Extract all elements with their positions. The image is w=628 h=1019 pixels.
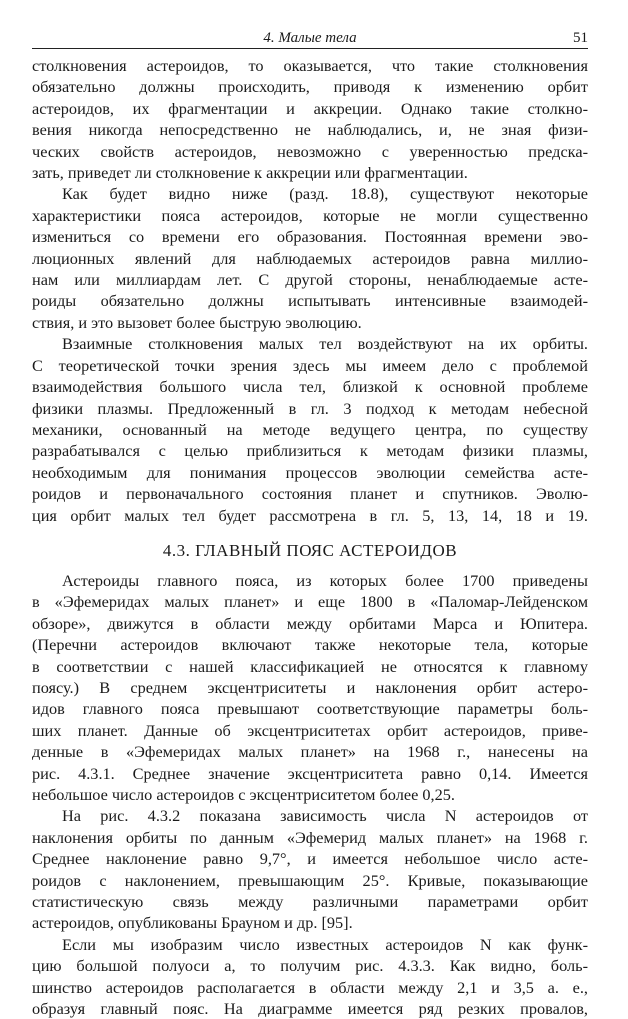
text-line: роидов с наклонением, превышающим 25°. Кривые, показывающие: [32, 870, 588, 890]
text-line: нам или миллиардам лет. С другой стороны, ненаблюдаемые асте-: [32, 270, 588, 290]
text-line: шинство астероидов располагается в области между 2,1 и 3,5 а. е.,: [32, 977, 588, 997]
paragraph-1: [32, 55, 588, 183]
running-header: [32, 28, 588, 49]
text-line: измениться со времени его образования. Постоянная времени эво-: [32, 227, 588, 247]
body-text: [32, 55, 588, 1019]
text-line: астероидов, опубликованы Брауном и др. [95].: [32, 913, 353, 933]
text-line: Среднее наклонение равно 9,7°, и имеется небольшое число асте-: [32, 849, 588, 869]
text-line: характеристики пояса астероидов, которые не могли существенно: [32, 205, 588, 225]
text-line: механики, основанный на методе ведущего центра, по существу: [32, 419, 588, 439]
text-line: рис. 4.3.1. Среднее значение эксцентриситета равно 0,14. Имеется: [32, 763, 588, 783]
text-line: денные в «Эфемеридах малых планет» на 1968 г., нанесены на: [32, 742, 588, 762]
text-line: люционных явлений для наблюдаемых астероидов равна миллио-: [32, 248, 588, 268]
text-line: (Перечни астероидов включают также некоторые тела, которые: [32, 635, 588, 655]
text-line: цию большой полуоси a, то получим рис. 4.3.3. Как видно, боль-: [32, 956, 588, 976]
text-line: в соответствии с нашей классификацией не относятся к главному: [32, 656, 588, 676]
text-line: вения никогда непосредственно не наблюдались, и, не зная физи-: [32, 120, 588, 140]
text-line: ствия, и это вызовет более быструю эволюцию.: [32, 312, 362, 332]
text-line: ческих свойств астероидов, невозможно с уверенностью предска-: [32, 141, 588, 161]
page: [32, 28, 588, 1019]
paragraph-4: [32, 570, 588, 805]
text-line: Астероиды главного пояса, из которых более 1700 приведены: [62, 570, 588, 590]
text-line: статистическую связь между различными параметрами орбит: [32, 892, 588, 912]
text-line: небольшое число астероидов с эксцентриситетом более 0,25.: [32, 785, 455, 804]
text-line: разрабатывался с целью приблизиться к методам физики плазмы,: [32, 441, 588, 461]
text-line: Если мы изобразим число известных астероидов N как функ-: [62, 934, 588, 954]
text-line: обязательно должны происходить, приводя к изменению орбит: [32, 77, 588, 97]
text-line: столкновения астероидов, то оказывается, что такие столкновения: [32, 56, 588, 75]
section-heading: 4.3. ГЛАВНЫЙ ПОЯС АСТЕРОИДОВ: [162, 540, 458, 560]
text-line: Как будет видно ниже (разд. 18.8), существуют некоторые: [62, 184, 588, 204]
text-line: физики плазмы. Предложенный в гл. 3 подход к методам небесной: [32, 398, 588, 418]
text-line: На рис. 4.3.2 показана зависимость числа N астероидов от: [62, 806, 588, 826]
paragraph-6: [32, 934, 588, 1019]
text-line: Взаимные столкновения малых тел воздействуют на их орбиты.: [62, 334, 588, 354]
text-line: роиды обязательно должны испытывать интенсивные взаимодей-: [32, 291, 588, 311]
text-line: обзоре», движутся в области между орбитами Марса и Юпитера.: [32, 613, 588, 633]
text-line: наклонения орбиты по данным «Эфемерид малых планет» на 1968 г.: [32, 827, 588, 847]
running-title: 4. Малые тела: [263, 30, 357, 46]
text-line: зать, приведет ли столкновение к аккреции или фрагментации.: [32, 163, 468, 183]
text-line: в «Эфемеридах малых планет» и еще 1800 в «Паломар-Лейденском: [32, 592, 588, 612]
text-line: поясу.) В среднем эксцентриситеты и наклонения орбит астеро-: [32, 677, 588, 697]
text-line: ция орбит малых тел будет рассмотрена в гл. 5, 13, 14, 18 и 19.: [32, 505, 588, 525]
text-line: астероидов, их фрагментации и аккреции. Однако такие столкно-: [32, 98, 588, 118]
paragraph-5: [32, 805, 588, 933]
text-line: необходимым для понимания процессов эволюции семейства асте-: [32, 462, 588, 482]
text-line: С теоретической точки зрения здесь мы имеем дело с проблемой: [32, 355, 588, 375]
text-line: идов главного пояса превышают соответствующие параметры боль-: [32, 699, 588, 719]
text-line: образуя главный пояс. На диаграмме имеется ряд резких провалов,: [32, 999, 588, 1019]
text-line: взаимодействия большого числа тел, близкой к основной проблеме: [32, 377, 588, 397]
text-line: ших планет. Данные об эксцентриситетах орбит астероидов, приве-: [32, 720, 588, 740]
paragraph-2: [32, 183, 588, 333]
paragraph-3: [32, 333, 588, 526]
page-number: 51: [573, 30, 588, 46]
text-line: роидов и первоначального состояния планет и спутников. Эволю-: [32, 484, 588, 504]
